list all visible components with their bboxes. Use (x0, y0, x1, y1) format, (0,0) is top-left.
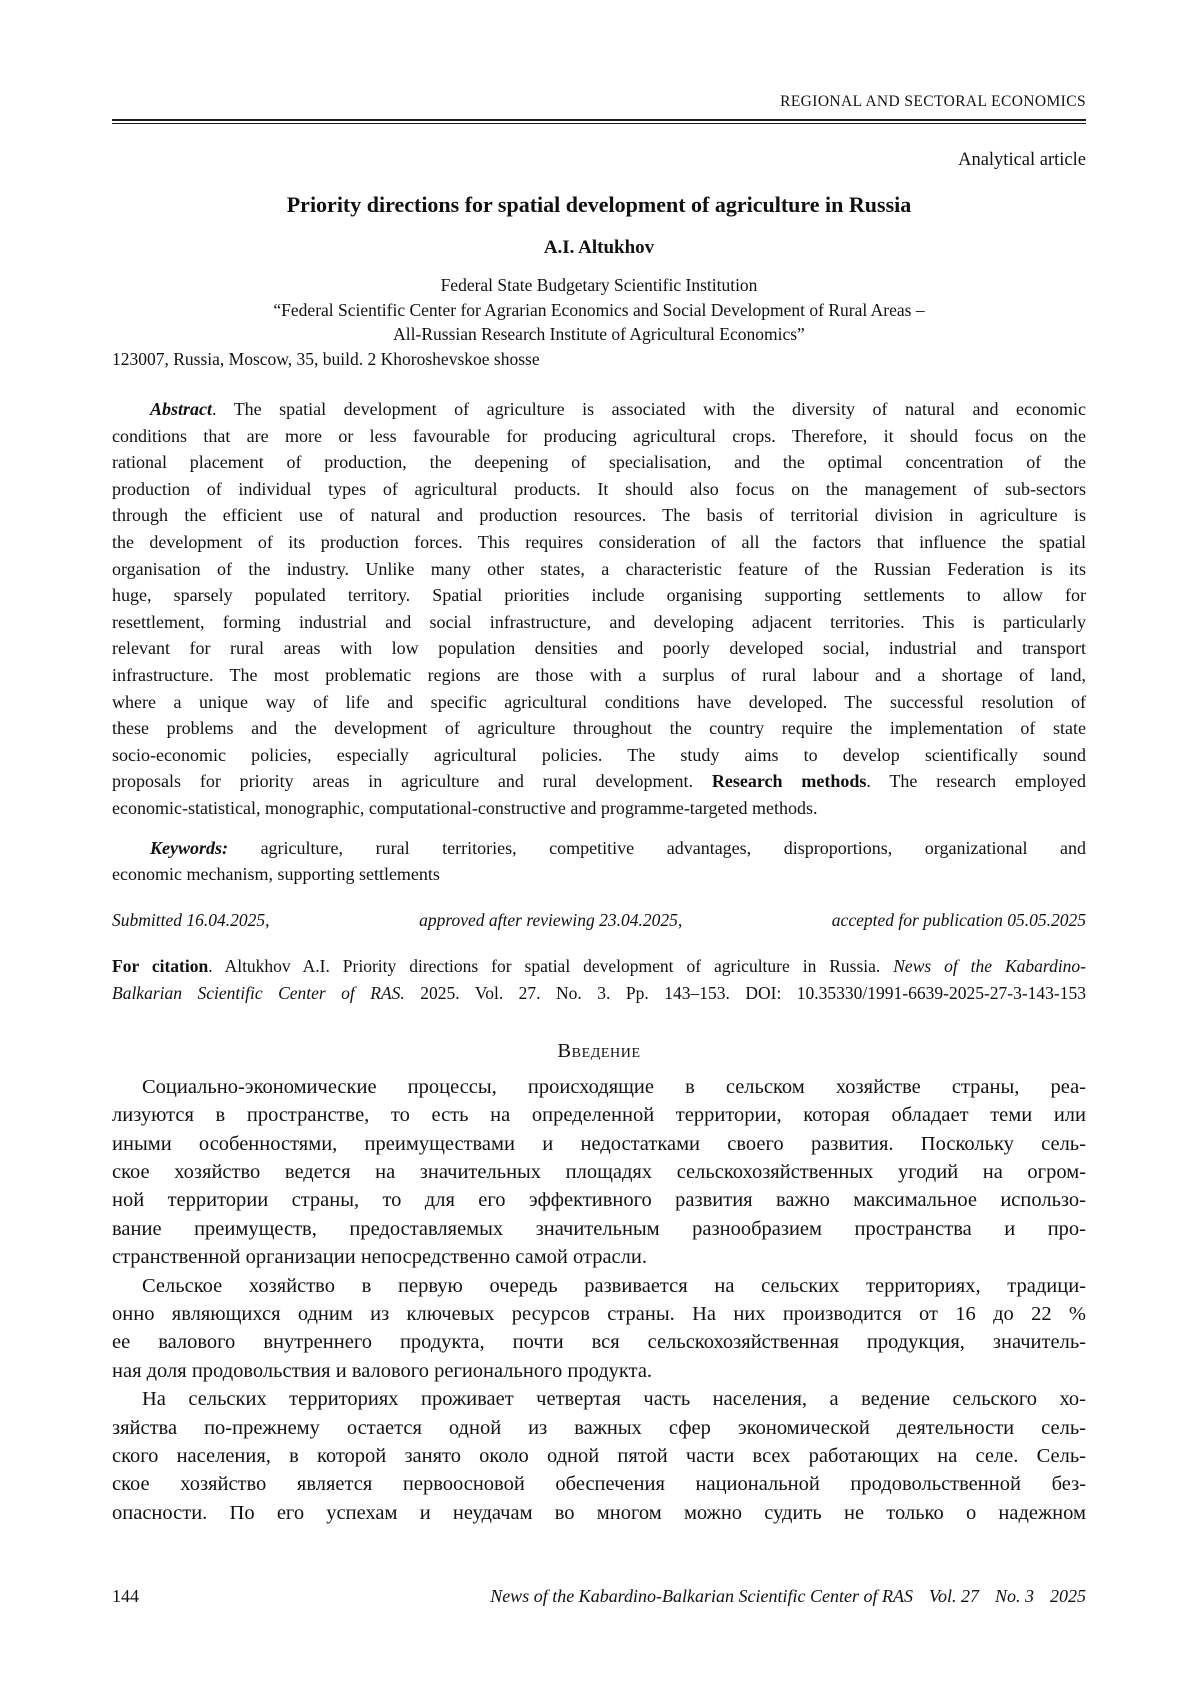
affiliation-line: 123007, Russia, Moscow, 35, build. 2 Khoroshevskoe shosse (112, 348, 540, 369)
body-text-line: онно являющихся одним из ключевых ресурсов страны. На них производится от 16 до 22 % (112, 1302, 1086, 1325)
abstract-line: the development of its production forces. This requires consideration of all the factors that influence the spatial (112, 531, 1086, 552)
affiliation-block (112, 273, 1086, 371)
body-text-line: вание преимуществ, предоставляемых значительным разнообразием пространства и про- (112, 1217, 1086, 1240)
abstract-line: proposals for priority areas in agriculture and rural development. Research methods. The research employed (112, 771, 1086, 792)
abstract-line: through the efficient use of natural and production resources. The basis of territorial division in agriculture is (112, 505, 1086, 526)
body-text-line: ной территории страны, то для его эффективного развития важно максимальное использо- (112, 1189, 1086, 1212)
approved-date: approved after reviewing 23.04.2025, (419, 909, 683, 930)
abstract-block (112, 396, 1086, 822)
page-number: 144 (112, 1586, 139, 1606)
abstract-line: production of individual types of agricultural products. It should also focus on the management of sub-sectors (112, 478, 1086, 499)
journal-year: 2025 (1050, 1586, 1086, 1606)
keywords-line: Keywords: agriculture, rural territories, competitive advantages, disproportions, organizational and (150, 837, 1086, 858)
submitted-date: Submitted 16.04.2025, (112, 909, 270, 930)
affiliation-line: “Federal Scientific Center for Agrarian Economics and Social Development of Rural Areas – (273, 299, 925, 320)
intro-paragraph-2 (112, 1272, 1086, 1386)
abstract-line: huge, sparsely populated territory. Spatial priorities include organising supporting settlements to allow for (112, 585, 1086, 606)
citation-line: Balkarian Scientific Center of RAS. 2025. Vol. 27. No. 3. Pp. 143–153. DOI: 10.35330/1991-6639-2025-27-3-143-153 (112, 982, 1086, 1003)
intro-paragraph-3 (112, 1385, 1086, 1527)
body-text-line: ское хозяйство является первоосновой обеспечения национальной продовольственной без- (112, 1473, 1086, 1496)
abstract-line: economic-statistical, monographic, computational-constructive and programme-targeted methods. (112, 797, 818, 818)
body-text-line: ее валового внутреннего продукта, почти вся сельскохозяйственная продукция, значитель- (112, 1331, 1086, 1354)
section-heading-introduction: Введение (557, 1039, 641, 1062)
abstract-line: these problems and the development of agriculture throughout the country require the implementation of state (112, 718, 1086, 739)
journal-title: News of the Kabardino-Balkarian Scientific Center of RAS (490, 1586, 913, 1606)
body-text-line: ского населения, в которой занято около одной пятой части всех работающих на селе. Сель- (112, 1444, 1086, 1467)
journal-volume: Vol. 27 (928, 1586, 979, 1606)
body-text-line: лизуются в пространстве, то есть на определенной территории, которая обладает теми или (112, 1104, 1086, 1127)
body-text-line: На сельских территориях проживает четвертая часть населения, а ведение сельского хо- (142, 1388, 1086, 1411)
body-text-line: странственной организации непосредственно самой отрасли. (112, 1246, 647, 1269)
body-text-line: ское хозяйство ведется на значительных площадях сельскохозяйственных угодий на огром- (112, 1160, 1086, 1183)
body-text-line: Сельское хозяйство в первую очередь развивается на сельских территориях, традици- (142, 1274, 1086, 1297)
abstract-line: organisation of the industry. Unlike many other states, a characteristic feature of the Russian Federation is its (112, 558, 1086, 579)
body-text-line: иными особенностями, преимуществами и недостатками своего развития. Поскольку сель- (112, 1132, 1086, 1155)
author-name: A.I. Altukhov (543, 237, 655, 258)
abstract-line: rational placement of production, the deepening of specialisation, and the optimal concentration of the (112, 452, 1086, 473)
abstract-line: where a unique way of life and specific agricultural conditions have developed. The successful resolution of (112, 691, 1086, 712)
abstract-line: resettlement, forming industrial and social infrastructure, and developing adjacent territories. This is particularly (112, 611, 1086, 632)
body-text-line: опасности. По его успехам и неудачам во многом можно судить не только о надежном (112, 1501, 1086, 1524)
abstract-line: Abstract. The spatial development of agriculture is associated with the diversity of natural and economic (150, 399, 1086, 419)
abstract-line: infrastructure. The most problematic regions are those with a surplus of rural labour and a shortage of land, (112, 664, 1086, 685)
journal-issue: No. 3 (994, 1586, 1034, 1606)
abstract-line: relevant for rural areas with low population densities and poorly developed social, industrial and transport (112, 638, 1086, 659)
article-title: Priority directions for spatial development of agriculture in Russia (286, 192, 912, 217)
citation-block (112, 953, 1086, 1007)
abstract-line: conditions that are more or less favourable for producing agricultural crops. Therefore, it should focus on the (112, 425, 1086, 446)
running-head: REGIONAL AND SECTORAL ECONOMICS (780, 93, 1086, 110)
affiliation-line: Federal State Budgetary Scientific Institution (440, 275, 758, 295)
article-type-label: Analytical article (958, 150, 1086, 170)
citation-line: For citation. Altukhov A.I. Priority directions for spatial development of agriculture in Russia. News of the Kabardino- (112, 955, 1087, 976)
journal-reference (490, 1585, 1086, 1608)
intro-paragraph-1 (112, 1073, 1086, 1272)
keywords-block (112, 835, 1086, 888)
body-text-line: ная доля продовольствия и валового регионального продукта. (112, 1359, 653, 1382)
page-footer (112, 1585, 1086, 1608)
keywords-line: economic mechanism, supporting settlements (112, 864, 440, 885)
accepted-date: accepted for publication 05.05.2025 (831, 909, 1086, 930)
body-text-line: зяйства по-прежнему остается одной из важных сфер экономической деятельности сель- (112, 1416, 1086, 1439)
dates-line (112, 909, 1086, 932)
affiliation-line: All-Russian Research Institute of Agricultural Economics” (393, 324, 805, 344)
header-rule (112, 119, 1086, 124)
body-text-line: Социально-экономические процессы, происходящие в сельском хозяйстве страны, реа- (142, 1075, 1086, 1098)
abstract-line: socio-economic policies, especially agricultural policies. The study aims to develop scientifically sound (112, 744, 1086, 765)
